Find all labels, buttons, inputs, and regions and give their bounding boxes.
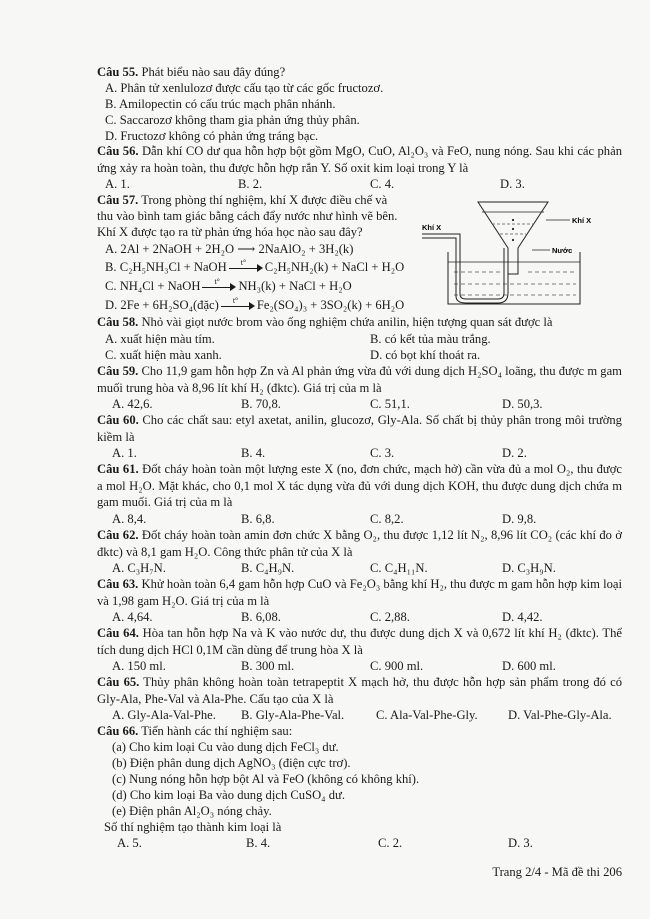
q64-stem: Câu 64. Hòa tan hỗn hợp Na và K vào nước dư, thu được dung dịch X và 0,672 lít khí H₂ (đktc). Thể tích dung dịch HCl 0,1M cần dùng để trung hòa X là [97,626,622,657]
q61-stem: Câu 61. Đốt cháy hoàn toàn một lượng este X (no, đơn chức, mạch hở) cần vừa đủ a mol O₂, thu được a mol H₂O. Mặt khác, cho 0,1 mol X tác dụng vừa đủ với dung dịch KOH, thu được dung dịch chứa m gam muối. Giá trị của m là [97,462,622,509]
q56-stem: Câu 56. Dẫn khí CO dư qua hỗn hợp bột gồm MgO, CuO, Al₂O₃ và FeO, nung nóng. Sau khi các phản ứng xảy ra hoàn toàn, thu được hỗn hợp rắn Y. Số oxit kim loại trong Y là [97,144,622,175]
page-footer: Trang 2/4 - Mã đề thi 206 [492,865,622,879]
q66-item-d: (d) Cho kim loại Ba vào dung dịch CuSO₄ dư. [112,788,345,802]
q66-item-b: (b) Điện phân dung dịch AgNO₃ (điện cực trơ). [112,756,351,770]
q55-stem: Câu 55. Phát biểu nào sau đây đúng? [97,65,286,79]
q64-option-d: D. 600 ml. [502,659,556,673]
fig-label-khix-left: Khí X [422,223,442,232]
q59-option-d: D. 50,3. [502,397,543,411]
q55-option-d: D. Fructozơ không có phản ứng tráng bạc. [105,129,319,143]
q63-option-b: B. 6,08. [241,610,281,624]
q56-option-a: A. 1. [105,177,130,191]
q60-stem: Câu 60. Cho các chất sau: etyl axetat, anilin, glucozơ, Gly-Ala. Số chất bị thủy phân trong môi trường kiềm là [97,413,622,444]
q57-option-b: B. C₂H₅NH₃Cl + NaOH t° C₂H₅NH₂(k) + NaCl + H₂O [105,258,405,274]
q56-option-c: C. 4. [370,177,395,191]
q66-question: Số thí nghiệm tạo thành kim loại là [104,820,282,834]
q60-option-a: A. 1. [112,446,137,460]
q58-stem: Câu 58. Nhỏ vài giọt nước brom vào ống nghiệm chứa anilin, hiện tượng quan sát được là [97,315,553,329]
q57-stem-2: thu vào bình tam giác bằng cách đẩy nước như hình vẽ bên. [97,209,398,223]
q62-option-a: A. C₃H₇N. [112,561,166,575]
q66-option-a: A. 5. [117,836,142,850]
q62-option-b: B. C₄H₉N. [241,561,295,575]
q59-option-c: C. 51,1. [370,397,410,411]
q65-option-d: D. Val-Phe-Gly-Ala. [508,708,612,722]
q55-option-b: B. Amilopectin có cấu trúc mạch phân nhánh. [105,97,336,111]
fig-label-khix-right: Khí X [572,216,592,225]
q64-option-b: B. 300 ml. [241,659,295,673]
q66-item-e: (e) Điện phân Al₂O₃ nóng chảy. [112,804,272,818]
q57-option-a: A. 2Al + 2NaOH + 2H₂O ⟶ 2NaAlO₂ + 3H₂(k) [105,242,354,256]
q60-option-d: D. 2. [502,446,527,460]
q59-stem: Câu 59. Cho 11,9 gam hỗn hợp Zn và Al phản ứng vừa đủ với dung dịch H₂SO₄ loãng, thu được m gam muối trung hòa và 8,96 lít khí H₂ (đktc). Giá trị của m là [97,364,622,395]
q65-option-b: B. Gly-Ala-Phe-Val. [241,708,345,722]
q61-option-c: C. 8,2. [370,512,404,526]
q63-stem: Câu 63. Khử hoàn toàn 6,4 gam hỗn hợp CuO và Fe₂O₃ bằng khí H₂, thu được m gam hỗn hợp kim loại và 1,98 gam H₂O. Giá trị của m là [97,577,622,608]
q62-option-d: D. C₃H₉N. [502,561,556,575]
q66-option-b: B. 4. [246,836,271,850]
q63-option-a: A. 4,64. [112,610,153,624]
q58-option-b: B. có kết tủa màu trắng. [370,332,491,346]
q61-option-a: A. 8,4. [112,512,147,526]
q62-stem: Câu 62. Đốt cháy hoàn toàn amin đơn chức X bằng O₂, thu được 1,12 lít N₂, 8,96 lít CO₂ (các khí đo ở đktc) và 8,1 gam H₂O. Công thức phân tử của X là [97,528,622,559]
q60-option-b: B. 4. [241,446,266,460]
q65-option-c: C. Ala-Val-Phe-Gly. [376,708,478,722]
q66-option-c: C. 2. [378,836,403,850]
q57-stem-1: Câu 57. Trong phòng thí nghiệm, khí X được điều chế và [97,193,388,207]
fig-label-nuoc: Nước [552,246,573,255]
q55-option-a: A. Phân tử xenlulozơ được cấu tạo từ các gốc fructozơ. [105,81,384,95]
q66-item-a: (a) Cho kim loại Cu vào dung dịch FeCl₃ dư. [112,740,339,754]
q63-option-c: C. 2,88. [370,610,410,624]
q64-option-a: A. 150 ml. [112,659,166,673]
q56-option-b: B. 2. [238,177,263,191]
q60-option-c: C. 3. [370,446,395,460]
q65-option-a: A. Gly-Ala-Val-Phe. [112,708,216,722]
q65-stem: Câu 65. Thủy phân không hoàn toàn tetrapeptit X mạch hở, thu được hỗn hợp sản phẩm trong đó có Gly-Ala, Phe-Val và Ala-Phe. Cấu tạo của X là [97,675,622,706]
q64-option-c: C. 900 ml. [370,659,424,673]
q61-option-d: D. 9,8. [502,512,537,526]
q58-option-c: C. xuất hiện màu xanh. [105,348,222,362]
q57-stem-3: Khí X được tạo ra từ phản ứng hóa học nào sau đây? [97,225,363,239]
q57-option-c: C. NH₄Cl + NaOH t° NH₃(k) + NaCl + H₂O [105,277,352,293]
q66-stem: Câu 66. Tiến hành các thí nghiệm sau: [97,724,293,738]
q55-option-c: C. Saccarozơ không tham gia phản ứng thủy phân. [105,113,360,127]
q58-option-d: D. có bọt khí thoát ra. [370,348,481,362]
q58-option-a: A. xuất hiện màu tím. [105,332,215,346]
q59-option-b: B. 70,8. [241,397,281,411]
q57-option-d: D. 2Fe + 6H₂SO₄(đặc) t° Fe₂(SO₄)₃ + 3SO₂(k) + 6H₂O [105,296,405,312]
q61-option-b: B. 6,8. [241,512,275,526]
q59-option-a: A. 42,6. [112,397,153,411]
q63-option-d: D. 4,42. [502,610,543,624]
gas-collection-figure [420,198,595,310]
q66-option-d: D. 3. [508,836,533,850]
q66-item-c: (c) Nung nóng hỗn hợp bột Al và FeO (không có không khí). [112,772,420,786]
q62-option-c: C. C₄H₁₁N. [370,561,428,575]
q56-option-d: D. 3. [500,177,525,191]
